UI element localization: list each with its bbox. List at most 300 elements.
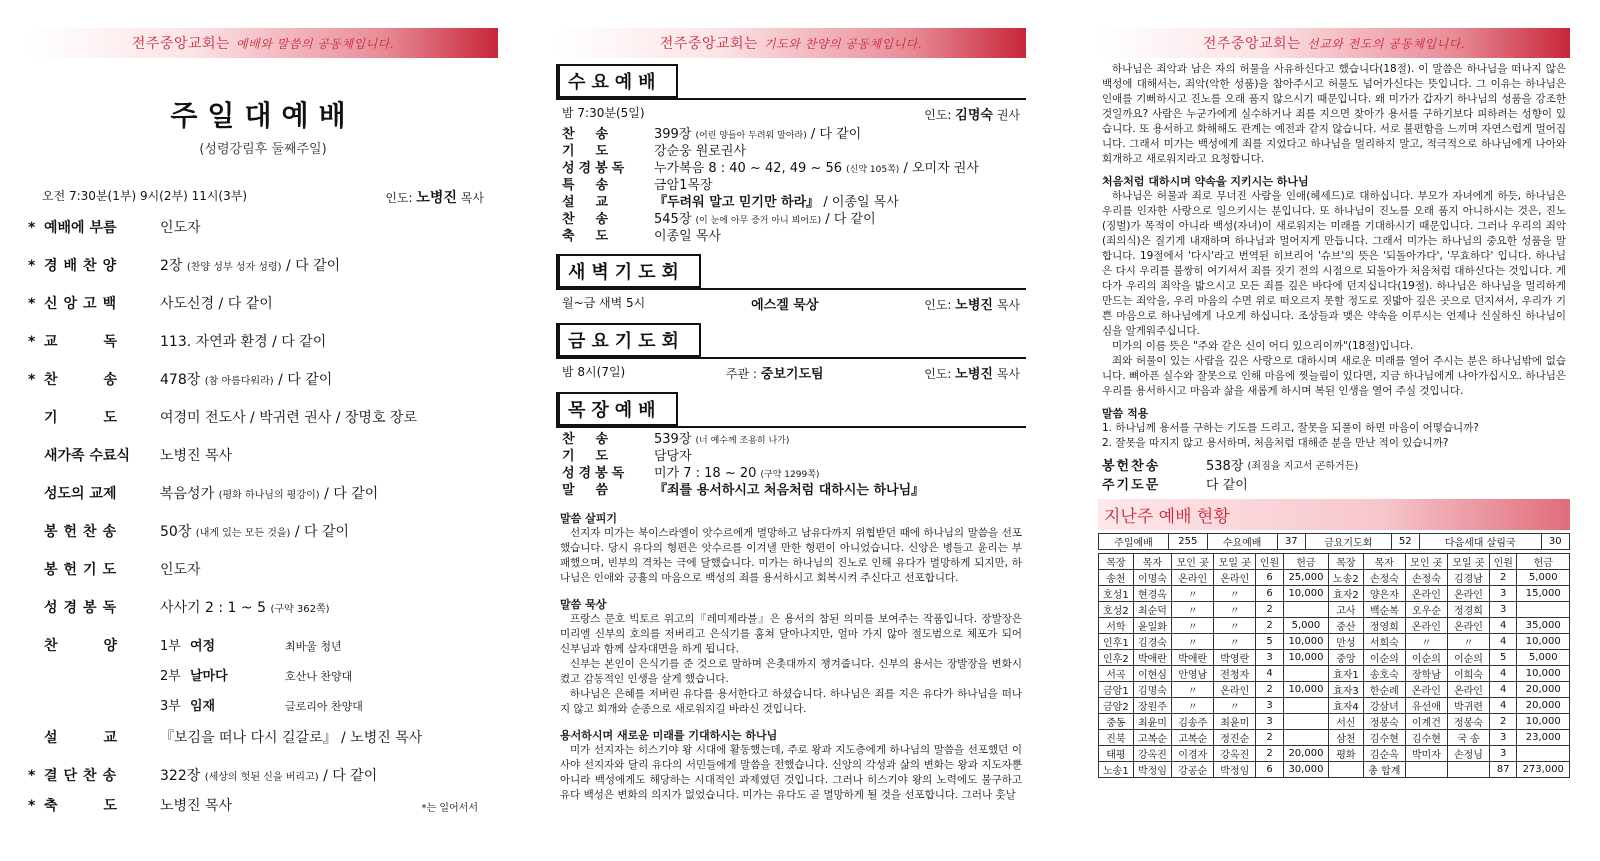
- order-value-main: 50장: [160, 524, 192, 540]
- order-value-tail: / 다 같이: [281, 258, 341, 274]
- service-item-label: 말 씀: [562, 483, 613, 498]
- service-item-tail: / 오미자 권사: [899, 161, 979, 176]
- cell-heading-2: 말씀 묵상: [560, 598, 607, 611]
- lords-prayer-value: 다 같이: [1206, 478, 1248, 493]
- summary-cell: 수요예배: [1207, 534, 1277, 550]
- stats-cell: 10,000: [1283, 650, 1328, 666]
- service-item: [562, 161, 1020, 178]
- stats-cell: 효자3: [1329, 682, 1364, 698]
- stats-cell: [1283, 714, 1328, 730]
- stats-cell: 이명숙: [1133, 570, 1171, 586]
- stats-cell: 〃: [1172, 634, 1214, 650]
- stats-cell: 4: [1489, 666, 1517, 682]
- service-item-label: 성경봉독: [562, 466, 629, 481]
- standing-mark: *: [28, 798, 36, 814]
- stats-header-cell: 모인 곳: [1172, 554, 1214, 570]
- stats-cell: 최윤미: [1214, 714, 1256, 730]
- stats-cell: 10,000: [1283, 682, 1328, 698]
- stats-cell: 이희숙: [1447, 666, 1489, 682]
- stats-table: [1098, 553, 1570, 778]
- summary-cell: 30: [1541, 534, 1569, 550]
- choir-song: 날마다: [190, 669, 228, 684]
- offering-hymn-value: 538장: [1206, 459, 1244, 474]
- order-label: 축 도: [44, 798, 124, 814]
- order-value-main: 2장: [160, 258, 183, 274]
- leader-name: 노병진: [955, 367, 993, 382]
- stats-cell: [1517, 602, 1570, 618]
- stats-cell: 박애란: [1133, 650, 1171, 666]
- stats-cell: 최순덕: [1133, 602, 1171, 618]
- stats-cell: 최윤미: [1133, 714, 1171, 730]
- service-item-main: 539장: [654, 432, 692, 447]
- stats-cell: 박정임: [1214, 762, 1256, 778]
- banner-motto: 예배와 말씀의 공동체입니다.: [236, 36, 395, 51]
- order-label: 설 교: [44, 730, 124, 746]
- service-item-value: [654, 229, 721, 246]
- service-item: [562, 212, 1020, 229]
- service-item: [562, 229, 1020, 246]
- stats-cell: 금암1: [1099, 682, 1134, 698]
- order-value-main: 113. 자연과 환경 / 다 같이: [160, 334, 327, 350]
- dawn-info: [556, 290, 1026, 317]
- order-value-main: 인도자: [160, 220, 201, 236]
- standing-mark: *: [28, 296, 36, 312]
- order-label: 예배에 부름: [44, 220, 117, 236]
- stats-cell: 2: [1256, 730, 1284, 746]
- service-item-value: [654, 449, 692, 466]
- dawn-leader: [924, 294, 1020, 313]
- leader-name: 노병진: [416, 190, 457, 206]
- stats-cell: 태평: [1099, 746, 1134, 762]
- stats-cell: 5: [1256, 634, 1284, 650]
- stats-cell: 유선애: [1405, 698, 1447, 714]
- service-item-value: [654, 178, 713, 195]
- stats-cell: 5,000: [1283, 618, 1328, 634]
- sunday-leader: [385, 187, 484, 207]
- stats-cell: 박애란: [1172, 650, 1214, 666]
- stats-cell: 호성1: [1099, 586, 1134, 602]
- stats-cell: 온라인: [1447, 682, 1489, 698]
- service-item-main: 399장: [654, 127, 692, 142]
- service-item-label: 찬 송: [562, 432, 613, 447]
- banner-left: [28, 28, 498, 58]
- table-row: [1099, 698, 1570, 714]
- banner-text: 전주중앙교회는: [659, 36, 759, 52]
- leader-label: 인도:: [924, 108, 952, 122]
- stats-cell: 송천: [1099, 570, 1134, 586]
- leader-name: 김명숙: [955, 108, 993, 123]
- stats-cell: 4: [1256, 666, 1284, 682]
- stats-cell: 김순옥: [1363, 746, 1405, 762]
- stats-cell: 김송주: [1172, 714, 1214, 730]
- stats-header-row: [1099, 554, 1570, 570]
- order-label: 봉헌기도: [44, 562, 123, 578]
- service-item-value: [654, 127, 861, 144]
- service-item-value: [654, 466, 819, 483]
- order-value: [160, 255, 498, 275]
- stats-title: 지난주 예배 현황: [1098, 499, 1570, 530]
- stats-cell: 온라인: [1214, 570, 1256, 586]
- stats-cell: 2: [1489, 714, 1517, 730]
- order-label: 성경봉독: [44, 600, 123, 616]
- banner-motto: 기도와 찬양의 공동체입니다.: [764, 36, 923, 51]
- service-item-tail: / 이종일 목사: [823, 195, 899, 210]
- stats-cell: 백순복: [1363, 602, 1405, 618]
- choir-song: 임재: [190, 699, 216, 714]
- fri-title: 금요기도회: [556, 323, 701, 357]
- choir-song: 여정: [190, 639, 216, 654]
- fri-host: [726, 363, 824, 382]
- stats-cell: [1447, 762, 1489, 778]
- stats-cell: 금암2: [1099, 698, 1134, 714]
- choir-row: [160, 665, 490, 684]
- order-row: [28, 293, 498, 313]
- leader-title: 목사: [996, 367, 1020, 381]
- stats-cell: 김경남: [1447, 570, 1489, 586]
- stats-cell: [1283, 602, 1328, 618]
- order-value-main: 사사기 2 : 1 ~ 5: [160, 600, 266, 616]
- stats-cell: 효자2: [1329, 586, 1364, 602]
- order-value: [160, 559, 498, 579]
- service-item-note: (너 예수께 조용히 나가): [695, 436, 790, 446]
- stats-cell: 노송1: [1099, 762, 1134, 778]
- stats-cell: 20,000: [1517, 698, 1570, 714]
- stats-cell: 3: [1489, 746, 1517, 762]
- service-item-label: 성경봉독: [562, 161, 629, 176]
- stats-cell: 4: [1489, 698, 1517, 714]
- stats-cell: 4: [1489, 682, 1517, 698]
- stats-cell: 3: [1256, 698, 1284, 714]
- wed-section-head: [556, 64, 1026, 100]
- stats-cell: 강삼녀: [1363, 698, 1405, 714]
- cell-paragraph-5: 미가 선지자는 히스기야 왕 시대에 활동했는데, 주로 왕과 지도층에게 하나님의 말씀을 선포했던 이사야 선지자와 달리 유다의 서민들에게 말씀을 전했습니다. 신앙의 각성과 삶의 변화는 왕과 지도자뿐 아니라 백성에게도 해당하는 시대적인 과제였던 것입니다. 그러나 히스기야 왕의 노력에도 불구하고 유다 백성은 변화의 의지가 없었습니다. 미가는 유다도 곧 멸망하게 될 것을 선포합니다. 그러나 훗날: [560, 744, 1022, 801]
- stats-cell: 정봉숙: [1363, 714, 1405, 730]
- choir-name: 최바울 청년: [285, 640, 342, 653]
- table-row: [1099, 762, 1570, 778]
- stats-cell: 손정님: [1447, 746, 1489, 762]
- stats-cell: 30,000: [1283, 762, 1328, 778]
- order-value-tail: / 다 같이: [273, 372, 333, 388]
- leader-title: 목사: [460, 191, 484, 205]
- stats-cell: 강옥진: [1133, 746, 1171, 762]
- standing-mark: *: [28, 220, 36, 236]
- stats-cell: 이순의: [1405, 650, 1447, 666]
- order-value: [160, 765, 498, 785]
- service-item-tail: / 다 같이: [806, 127, 862, 142]
- wed-items: [556, 127, 1026, 246]
- stats-cell: 손정숙: [1405, 570, 1447, 586]
- order-value: [160, 331, 498, 351]
- banner-mid: [556, 28, 1026, 58]
- stats-cell: 15,000: [1517, 586, 1570, 602]
- service-item: [562, 178, 1020, 195]
- stats-cell: 박귀련: [1447, 698, 1489, 714]
- study-paragraph-1: 하나님은 죄악과 남은 자의 허물을 사유하신다고 했습니다(18절). 이 말씀은 하나님을 떠나지 않은 백성에 대해서는, 죄악(악한 성품)을 참아주시고 허물도 넘어가신다는 뜻입니다. 그 이유는 하나님은 인애를 기뻐하시고 진노를 오래 품지 않으시기 때문입니다. 왜 미가가 갑자기 하나님의 성품을 강조한 것일까요? 사람은 누군가에게 실수하거나 죄를 지으면 찾아가 용서를 구하기보다 피하려는 성향이 있습니다. 또 용서하고 화해해도 관계는 예전과 같지 않습니다. 서로 불편함을 느끼며 자연스럽게 멀어집니다. 그래서 미가는 백성에게 죄를 지었다고 하나님을 멀리하지 말고, 적극적으로 하나님에게 나아와 회개하고 새로워지라고 요청합니다.: [1102, 63, 1566, 165]
- order-value-note: (구약 362쪽): [270, 604, 330, 615]
- stats-cell: 박미자: [1405, 746, 1447, 762]
- sunday-times-row: [42, 187, 484, 207]
- stats-cell: 진북: [1099, 730, 1134, 746]
- stats-header-cell: 목장: [1329, 554, 1364, 570]
- standing-mark: *: [28, 372, 36, 388]
- apply-question-2: 2. 잘못을 따지지 않고 용서하며, 처음처럼 대해준 분을 만난 적이 있습니까?: [1102, 437, 1449, 449]
- summary-cell: 255: [1168, 534, 1207, 550]
- stats-cell: 2: [1256, 602, 1284, 618]
- stats-cell: 이순의: [1363, 650, 1405, 666]
- stats-cell: 장원주: [1133, 698, 1171, 714]
- service-item-label: 설 교: [562, 195, 613, 210]
- stats-cell: 273,000: [1517, 762, 1570, 778]
- order-value: [160, 445, 498, 465]
- service-item-label: 특 송: [562, 178, 613, 193]
- leader-title: 목사: [996, 298, 1020, 312]
- leader-name: 노병진: [955, 298, 993, 313]
- order-value-tail: / 다 같이: [290, 524, 350, 540]
- choir-name: 호산나 찬양대: [285, 670, 353, 683]
- fri-time: 밤 8시(7일): [562, 365, 626, 379]
- stats-cell: 정영희: [1363, 618, 1405, 634]
- service-item-label: 찬 송: [562, 212, 613, 227]
- service-item: [562, 195, 1020, 212]
- service-item-value: [654, 432, 789, 449]
- cell-paragraph-1: 선지자 미가는 북이스라엘이 앗수르에게 멸망하고 남유다까지 위협받던 때에 하나님의 말씀을 선포했습니다. 당시 유다의 형편은 앗수르를 이겨낼 만한 형편이 아니었습니다. 신앙은 병들고 윤리는 부패했으며, 빈부의 격차는 극에 달했습니다. 미가는 하나님의 진노로 인해 유다가 멸망하게 되지만, 하나님은 인애와 긍휼의 마음으로 백성의 죄를 용서하시고 회복시켜 주신다고 선포합니다.: [560, 527, 1022, 584]
- service-item: [562, 144, 1020, 161]
- order-value-note: (참 아름다워라): [204, 376, 274, 387]
- stats-cell: 총 합계: [1363, 762, 1405, 778]
- cell-heading-3: 용서하시며 새로운 미래를 기대하시는 하나님: [560, 729, 778, 742]
- stats-cell: 온라인: [1405, 618, 1447, 634]
- cell-items: [556, 432, 1026, 500]
- stats-cell: 온라인: [1405, 586, 1447, 602]
- table-row: [1099, 602, 1570, 618]
- stats-cell: 10,000: [1283, 586, 1328, 602]
- order-row: [28, 331, 498, 351]
- stats-cell: 김수현: [1405, 730, 1447, 746]
- stats-cell: 6: [1256, 586, 1284, 602]
- service-item-main: 미가 7 : 18 ~ 20: [654, 466, 757, 481]
- sunday-times: 오전 7:30분(1부) 9시(2부) 11시(3부): [42, 189, 248, 203]
- stats-cell: 〃: [1172, 618, 1214, 634]
- stats-cell: 강옥진: [1214, 746, 1256, 762]
- stats-header-cell: 헌금: [1283, 554, 1328, 570]
- order-label: 성도의 교제: [44, 486, 117, 502]
- order-value-tail: / 다 같이: [318, 768, 378, 784]
- stats-cell: 10,000: [1517, 666, 1570, 682]
- service-item: [562, 127, 1020, 144]
- stats-cell: 23,000: [1517, 730, 1570, 746]
- stats-cell: 3: [1489, 602, 1517, 618]
- stats-header-cell: 목자: [1363, 554, 1405, 570]
- offering-hymn-row: [1098, 457, 1570, 476]
- stats-cell: 5: [1489, 650, 1517, 666]
- order-value-main: 노병진 목사: [160, 798, 233, 814]
- stats-cell: 손정숙: [1363, 570, 1405, 586]
- stats-cell: 3: [1489, 730, 1517, 746]
- table-row: [1099, 570, 1570, 586]
- stats-cell: 국 송: [1447, 730, 1489, 746]
- table-row: [1099, 634, 1570, 650]
- stats-header-cell: 목장: [1099, 554, 1134, 570]
- order-value: [160, 727, 498, 747]
- banner-right: [1098, 28, 1570, 58]
- study-stats-column: [1098, 0, 1570, 861]
- service-item: [562, 466, 1020, 483]
- service-item-value: [654, 195, 899, 212]
- leader-label: 인도:: [924, 298, 952, 312]
- stats-cell: 온라인: [1172, 570, 1214, 586]
- cell-title: 목장예배: [556, 392, 678, 426]
- order-value-main: 인도자: [160, 562, 201, 578]
- summary-cell: 52: [1391, 534, 1419, 550]
- service-item-main: 누가복음 8 : 40 ~ 42, 49 ~ 56: [654, 161, 843, 176]
- stats-cell: 삼천: [1329, 730, 1364, 746]
- stats-summary-table: [1098, 533, 1570, 550]
- order-row: [28, 521, 498, 541]
- stats-cell: 6: [1256, 570, 1284, 586]
- stats-cell: 5,000: [1517, 650, 1570, 666]
- stats-cell: 강공순: [1172, 762, 1214, 778]
- stats-cell: 20,000: [1517, 682, 1570, 698]
- service-item-main: 『죄를 용서하시고 처음처럼 대하시는 하나님』: [654, 483, 925, 498]
- stats-cell: 2: [1489, 570, 1517, 586]
- stats-cell: 서학: [1099, 618, 1134, 634]
- stats-cell: 노송2: [1329, 570, 1364, 586]
- stats-header-cell: 인원: [1256, 554, 1284, 570]
- table-row: [1099, 666, 1570, 682]
- stats-cell: 전청자: [1214, 666, 1256, 682]
- choir-row: [160, 635, 490, 654]
- order-label: 기 도: [44, 410, 124, 426]
- fri-section-head: [556, 323, 1026, 359]
- table-row: [1099, 618, 1570, 634]
- order-value-note: (내게 있는 모든 것을): [195, 528, 291, 539]
- stats-cell: 20,000: [1283, 746, 1328, 762]
- stats-cell: 〃: [1172, 586, 1214, 602]
- service-item-value: [654, 483, 924, 500]
- choir-part: 2부: [160, 669, 181, 684]
- host-name: 중보기도팀: [760, 367, 824, 382]
- order-row: [28, 255, 498, 275]
- stats-cell: 이계건: [1405, 714, 1447, 730]
- service-item-main: 『두려워 말고 믿기만 하라』: [654, 195, 820, 210]
- service-item-value: [654, 144, 746, 161]
- order-value-main: 여경미 전도사 / 박귀련 권사 / 장명호 장로: [160, 410, 417, 426]
- stats-cell: 박정임: [1133, 762, 1171, 778]
- service-item-tail: / 다 같이: [821, 212, 876, 227]
- stats-cell: 만성: [1329, 634, 1364, 650]
- stats-cell: 효자4: [1329, 698, 1364, 714]
- stats-cell: 온라인: [1405, 682, 1447, 698]
- sunday-title: 주일대예배: [170, 99, 356, 132]
- choir-part: 1부: [160, 639, 181, 654]
- offering-hymn-title: (죄짐을 지고서 곤하거든): [1247, 461, 1359, 472]
- sunday-subtitle: (성령강림후 둘째주일): [199, 142, 327, 157]
- summary-row: [1099, 534, 1570, 550]
- stats-cell: 6: [1256, 762, 1284, 778]
- study-paragraph-4: 죄와 허물이 있는 사람을 깊은 사랑으로 대하시며 새로운 미래를 열어 주시는 분은 하나님밖에 없습니다. 뼈아픈 실수와 잘못으로 인해 마음에 찟늘림이 있다면, 지금 하나님에게 나아가십시오. 하나님은 우리를 용서하시고 마음과 삶을 새롭게 하시며 복된 인생을 열어 주실 것입니다.: [1102, 355, 1566, 397]
- table-row: [1099, 650, 1570, 666]
- weekday-column: [556, 0, 1026, 861]
- choir-row: [160, 695, 490, 714]
- apply-question-1: 1. 하나님께 용서를 구하는 기도를 드리고, 잘못을 되풀이 하면 마음이 어떻습니까?: [1102, 422, 1479, 434]
- stats-cell: 2: [1256, 746, 1284, 762]
- lords-prayer-label: 주기도문: [1102, 478, 1161, 493]
- service-item: [562, 432, 1020, 449]
- stats-cell: 〃: [1214, 602, 1256, 618]
- stats-cell: 효자1: [1329, 666, 1364, 682]
- table-row: [1099, 586, 1570, 602]
- stats-cell: [1329, 762, 1364, 778]
- stats-cell: 고복순: [1172, 730, 1214, 746]
- service-item-main: 금암1목장: [654, 178, 713, 193]
- summary-cell: 37: [1277, 534, 1305, 550]
- service-item: [562, 483, 1020, 500]
- dawn-title: 새벽기도회: [556, 254, 701, 288]
- order-value-note: (세상의 헛된 신을 버리고): [204, 772, 319, 783]
- order-value-main: 478장: [160, 372, 201, 388]
- table-row: [1099, 746, 1570, 762]
- order-row: [28, 407, 498, 427]
- banner-text: 전주중앙교회는: [131, 36, 231, 52]
- stats-cell: 정경희: [1447, 602, 1489, 618]
- table-row: [1099, 730, 1570, 746]
- stats-cell: 5,000: [1517, 570, 1570, 586]
- service-item-note: (어린 양들아 두려워 말아라): [695, 131, 807, 141]
- stats-cell: 김명숙: [1133, 682, 1171, 698]
- stats-cell: 87: [1489, 762, 1517, 778]
- study-heading-1: 처음처럼 대하시며 약속을 지키시는 하나님: [1102, 175, 1309, 188]
- order-label: 찬 송: [44, 372, 124, 388]
- cell-heading-1: 말씀 살피기: [560, 512, 617, 525]
- service-item-label: 찬 송: [562, 127, 613, 142]
- stats-cell: 고사: [1329, 602, 1364, 618]
- stats-cell: 〃: [1214, 618, 1256, 634]
- stats-cell: 〃: [1447, 634, 1489, 650]
- order-row: [28, 765, 498, 785]
- wed-title: 수요예배: [556, 64, 678, 98]
- stats-cell: 인후2: [1099, 650, 1134, 666]
- stats-cell: [1283, 698, 1328, 714]
- study-paragraph-2: 하나님은 허물과 죄로 무너진 사람을 인애(헤세드)로 대하십니다. 부모가 자녀에게 하듯, 하나님은 우리를 인자한 사랑으로 일으키시는 분입니다. 또 하나님이 진노를 오래 품지 아니하시는 것은, 진노(징벌)가 목적이 아니라 백성(자녀)이 새로워지는 미래를 기대하시기 때문입니다. 그러나 우리의 죄악(죄의식)은 질기게 내재하며 하나님과 멀어지게 만듭니다. 그래서 미가는 하나님의 중요한 성품을 말합니다. 19절에서 '다시'라고 번역된 히브리어 '슈브'의 뜻은 '되돌아가다', '무효하다' 입니다. 하나님은 다시 우리를 불쌍히 여기셔서 죄를 짓기 전의 시점으로 되돌아가 처음처럼 대하신다는 것입니다. 게다가 우리의 죄악을 밟으시고 모든 죄를 깊은 바다에 던지십니다(19절). 하나님은 하나님을 멀리하게 만드는 죄악을, 우리 마음의 수면 위로 떠오르지 못할 정도로 짓밟아 깊은 곳으로 던지셔서, 우리가 기쁜 마음으로 하나님에게 나오게 하십니다. 조상들과 맺은 약속을 이루시는 언제나 신실하신 하나님이심을 알게워주십니다.: [1102, 190, 1566, 337]
- stats-cell: 서곡: [1099, 666, 1134, 682]
- service-item-label: 축 도: [562, 229, 613, 244]
- stats-cell: 10,000: [1283, 634, 1328, 650]
- service-item-note: (구약 1299쪽): [760, 470, 820, 480]
- choir-name: 글로리아 찬양대: [285, 700, 363, 713]
- stats-header-cell: 모일 곳: [1214, 554, 1256, 570]
- stats-cell: 이현심: [1133, 666, 1171, 682]
- dawn-theme: 에스겔 묵상: [751, 298, 819, 313]
- order-value-main: 복음성가: [160, 486, 215, 502]
- standing-mark: *: [28, 334, 36, 350]
- banner-text: 전주중앙교회는: [1202, 36, 1302, 52]
- stats-cell: 〃: [1214, 634, 1256, 650]
- stats-cell: [1405, 762, 1447, 778]
- cell-paragraph-3: 신부는 본인이 은식기를 준 것으로 말하며 은촛대까지 챙겨줍니다. 신부의 용서는 장발장을 변화시켰고 감동적인 인생을 살게 했습니다.: [560, 658, 1022, 685]
- order-value: [160, 483, 498, 503]
- study-paragraph-3: 미가의 이름 뜻은 "주와 같은 신이 어디 있으리이까"(18절)입니다.: [1112, 340, 1414, 352]
- cell-paragraph-2: 프랑스 문호 빅토르 위고의『레미제라블』은 용서의 참된 의미를 보여주는 작품입니다. 장발장은 미리엘 신부의 호의를 저버리고 은식기를 훔쳐 달아나지만, 얼마 가지 않아 절도범으로 체포가 되어 신부님과 함께 삼자대면을 하게 됩니다.: [560, 613, 1022, 655]
- service-item-value: [654, 161, 979, 178]
- dawn-section-head: [556, 254, 1026, 290]
- summary-cell: 금요기도회: [1306, 534, 1391, 550]
- stats-cell: 평화: [1329, 746, 1364, 762]
- stats-header-cell: 헌금: [1517, 554, 1570, 570]
- cell-section-head: [556, 392, 1026, 428]
- sunday-column: [28, 0, 498, 861]
- order-label: 신앙고백: [44, 296, 123, 312]
- stats-cell: 〃: [1405, 634, 1447, 650]
